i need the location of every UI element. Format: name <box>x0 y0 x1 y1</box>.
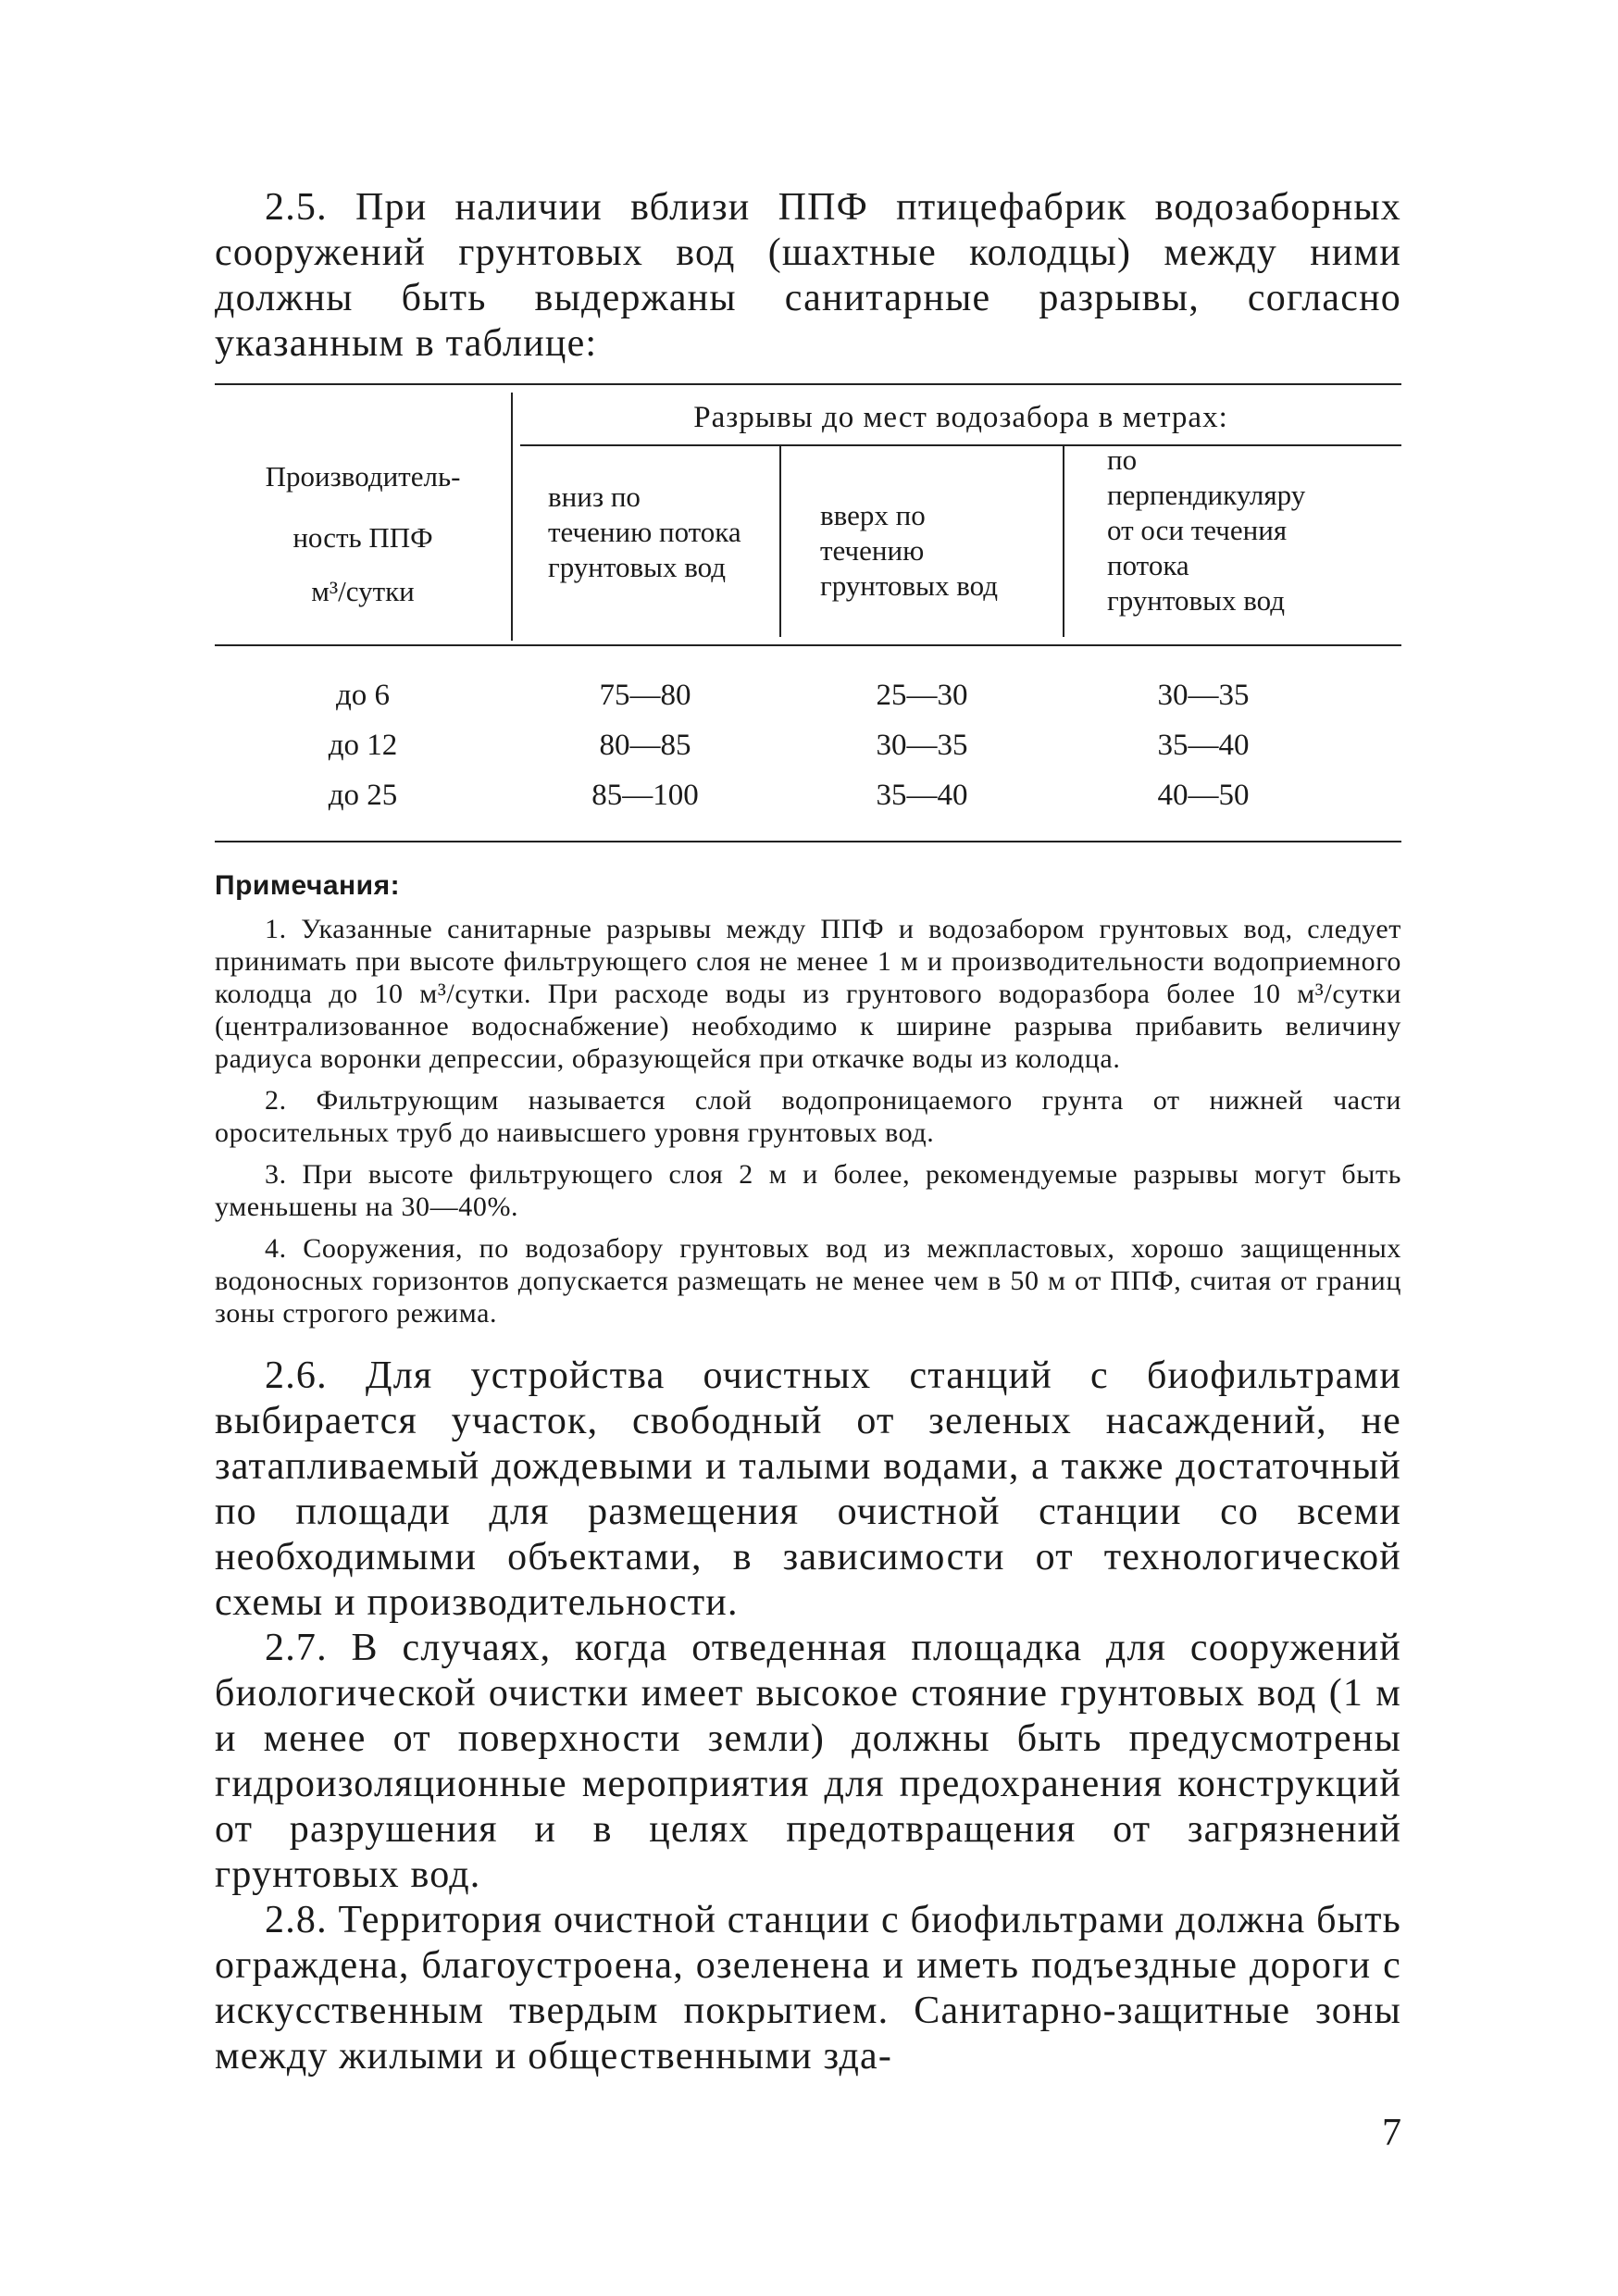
row-3-capacity: до 25 <box>328 779 398 812</box>
row-3-downstream: 85—100 <box>591 779 699 812</box>
header-downstream: вниз по течению потока грунтовых вод <box>548 480 741 583</box>
row-2-upstream: 30—35 <box>876 729 968 762</box>
table-caption: Разрывы до мест водозабора в метрах: <box>693 401 1228 434</box>
row-1-upstream: 25—30 <box>876 679 968 712</box>
header-capacity-line3: м³/сутки <box>311 575 415 607</box>
header-capacity-line2: ность ППФ <box>292 521 433 554</box>
notes-block <box>215 870 1401 1329</box>
document-page <box>215 185 1401 2079</box>
table-bottom-rule <box>215 841 1401 842</box>
paragraph-2-7: 2.7. В случаях, когда отведенная площадка для сооружений биологической очистки имеет высокое стояние грунтовых вод (1 м и менее от поверхности земли) должны быть предусмотрены гидроизоляционные мероприятия для предохранения конструкций от разрушения и в целях предотвращения от загрязнений грунтовых вод. <box>215 1627 1401 1896</box>
paragraph-2-8: 2.8. Территория очистной станции с биофильтрами должна быть ограждена, благоустроена, озеленена и иметь подъездные дороги с искусственным твердым покрытием. Санитарно-защитные зоны между жилыми и общественными зда- <box>215 1899 1401 2078</box>
table-header-rule <box>215 644 1401 646</box>
table-divider-up <box>1063 446 1064 637</box>
note-1: 1. Указанные санитарные разрывы между ППФ и водозабором грунтовых вод, следует принимать при высоте фильтрующего слоя не менее 1 м и производительности водоприемного колодца до 10 м³/сутки. При расходе воды из грунтового водоразбора более 10 м³/сутки (централизованное водоснабжение) необходимо к ширине разрыва прибавить величину радиуса воронки депрессии, образующейся при откачке воды из колодца. <box>215 914 1401 1074</box>
notes-title: Примечания: <box>215 870 401 901</box>
paragraph-2-6: 2.6. Для устройства очистных станций с биофильтрами выбирается участок, свободный от зеленых насаждений, не затапливаемый дождевыми и талыми водами, а также достаточный по площади для размещения очистной станции со всеми необходимыми объектами, в зависимости от технологической схемы и производительности. <box>215 1354 1401 1624</box>
header-perpendicular: по перпендикуляру от оси течения потока грунтовых вод <box>1107 443 1306 617</box>
row-1-perpendicular: 30—35 <box>1157 679 1250 712</box>
table-top-rule <box>215 383 1401 385</box>
row-3-upstream: 35—40 <box>876 779 968 812</box>
row-2-capacity: до 12 <box>328 729 398 762</box>
row-1-capacity: до 6 <box>335 679 391 712</box>
header-upstream: вверх по течению грунтовых вод <box>820 499 999 602</box>
row-3-perpendicular: 40—50 <box>1157 779 1250 812</box>
table-divider-capacity <box>511 393 513 641</box>
note-4: 4. Сооружения, по водозабору грунтовых вод из межпластовых, хорошо защищенных водоносных горизонтов допускается размещать не менее чем в 50 м от ППФ, считая от границ зоны строгого режима. <box>215 1233 1401 1329</box>
table-divider-down <box>779 446 781 637</box>
note-2: 2. Фильтрующим называется слой водопроницаемого грунта от нижней части оросительных труб до наивысшего уровня грунтовых вод. <box>215 1085 1401 1148</box>
paragraph-2-5: 2.5. При наличии вблизи ППФ птицефабрик водозаборных сооружений грунтовых вод (шахтные колодцы) между ними должны быть выдержаны санитарные разрывы, согласно указанным в таблице: <box>215 186 1401 365</box>
header-capacity-line1: Производитель- <box>265 460 461 493</box>
row-2-perpendicular: 35—40 <box>1157 729 1250 762</box>
page-number: 7 <box>1382 2112 1401 2154</box>
note-3: 3. При высоте фильтрующего слоя 2 м и более, рекомендуемые разрывы могут быть уменьшены на 30—40%. <box>215 1159 1401 1222</box>
sanitary-gaps-table <box>215 383 1401 846</box>
row-2-downstream: 80—85 <box>599 729 691 762</box>
row-1-downstream: 75—80 <box>599 679 691 712</box>
